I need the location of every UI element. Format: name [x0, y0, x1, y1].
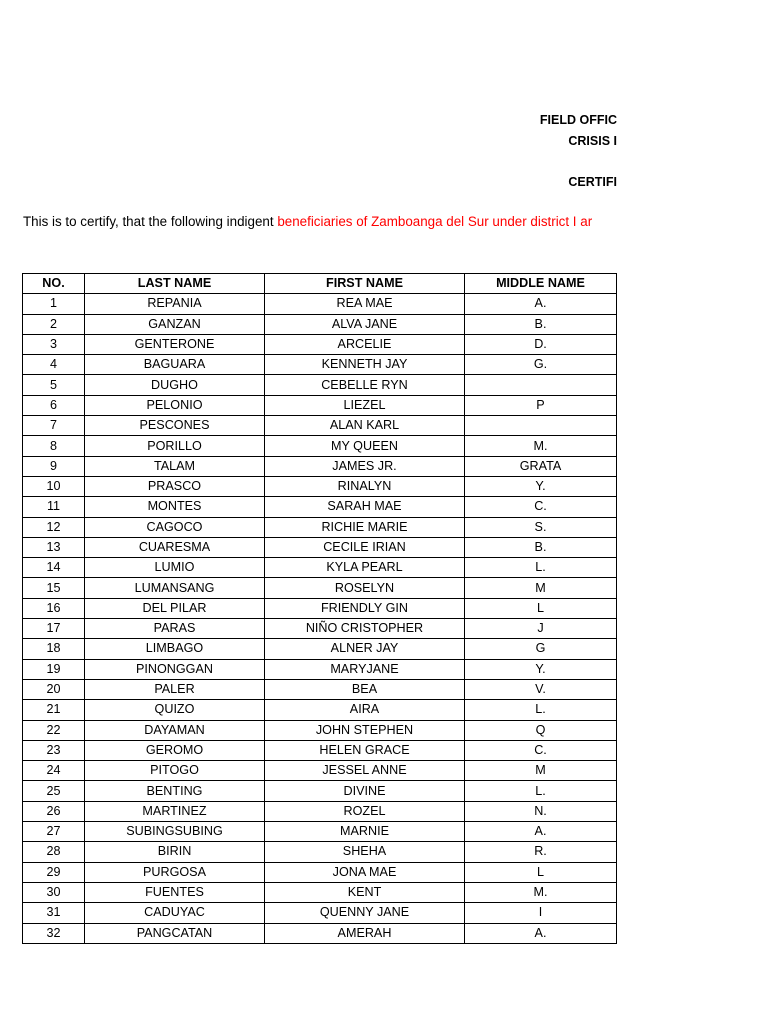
- cell-no: 32: [23, 923, 85, 943]
- cell-middle-name: M: [465, 578, 617, 598]
- cell-last-name: MONTES: [85, 497, 265, 517]
- cell-no: 28: [23, 842, 85, 862]
- cell-last-name: CADUYAC: [85, 903, 265, 923]
- table-row: [23, 355, 617, 375]
- table-row: [23, 882, 617, 902]
- cell-first-name: ALVA JANE: [265, 314, 465, 334]
- cell-no: 17: [23, 619, 85, 639]
- cell-last-name: SUBINGSUBING: [85, 822, 265, 842]
- table-row: [23, 842, 617, 862]
- cell-last-name: PURGOSA: [85, 862, 265, 882]
- cell-middle-name: V.: [465, 679, 617, 699]
- table-row: [23, 334, 617, 354]
- cell-no: 9: [23, 456, 85, 476]
- table-row: [23, 923, 617, 943]
- cell-middle-name: B.: [465, 537, 617, 557]
- cell-first-name: HELEN GRACE: [265, 740, 465, 760]
- table-row: [23, 314, 617, 334]
- cell-first-name: RINALYN: [265, 476, 465, 496]
- cell-last-name: MARTINEZ: [85, 801, 265, 821]
- cell-last-name: PRASCO: [85, 476, 265, 496]
- cell-first-name: REA MAE: [265, 294, 465, 314]
- cell-first-name: JOHN STEPHEN: [265, 720, 465, 740]
- cell-no: 16: [23, 598, 85, 618]
- cell-middle-name: R.: [465, 842, 617, 862]
- cell-middle-name: M.: [465, 436, 617, 456]
- cell-no: 2: [23, 314, 85, 334]
- cell-first-name: SARAH MAE: [265, 497, 465, 517]
- table-row: [23, 598, 617, 618]
- cell-first-name: QUENNY JANE: [265, 903, 465, 923]
- table-row: [23, 639, 617, 659]
- table-row: [23, 862, 617, 882]
- cell-no: 12: [23, 517, 85, 537]
- header-line-certification: CERTIFI: [568, 175, 617, 189]
- header-line-field-office: FIELD OFFIC: [539, 113, 617, 127]
- cell-first-name: JAMES JR.: [265, 456, 465, 476]
- cell-middle-name: P: [465, 395, 617, 415]
- table-row: [23, 781, 617, 801]
- cell-no: 3: [23, 334, 85, 354]
- beneficiaries-table: [22, 273, 617, 944]
- cell-first-name: CEBELLE RYN: [265, 375, 465, 395]
- cell-middle-name: L: [465, 598, 617, 618]
- cell-last-name: BAGUARA: [85, 355, 265, 375]
- cell-last-name: DEL PILAR: [85, 598, 265, 618]
- table-header-row: [23, 274, 617, 294]
- cell-last-name: CUARESMA: [85, 537, 265, 557]
- cell-middle-name: M.: [465, 882, 617, 902]
- cell-no: 23: [23, 740, 85, 760]
- cell-no: 4: [23, 355, 85, 375]
- cell-no: 1: [23, 294, 85, 314]
- column-header-first-name: FIRST NAME: [265, 274, 465, 294]
- cell-first-name: JESSEL ANNE: [265, 761, 465, 781]
- cell-last-name: GENTERONE: [85, 334, 265, 354]
- table-row: [23, 720, 617, 740]
- cell-no: 6: [23, 395, 85, 415]
- cell-middle-name: M: [465, 761, 617, 781]
- cell-no: 20: [23, 679, 85, 699]
- cell-first-name: ARCELIE: [265, 334, 465, 354]
- cell-no: 10: [23, 476, 85, 496]
- cell-last-name: DUGHO: [85, 375, 265, 395]
- cell-middle-name: G.: [465, 355, 617, 375]
- cell-middle-name: C.: [465, 740, 617, 760]
- cell-no: 25: [23, 781, 85, 801]
- cell-middle-name: N.: [465, 801, 617, 821]
- table-row: [23, 476, 617, 496]
- cell-middle-name: C.: [465, 497, 617, 517]
- table-row: [23, 395, 617, 415]
- cell-middle-name: [465, 375, 617, 395]
- table-row: [23, 578, 617, 598]
- cell-no: 5: [23, 375, 85, 395]
- cell-no: 29: [23, 862, 85, 882]
- cell-middle-name: GRATA: [465, 456, 617, 476]
- cell-middle-name: B.: [465, 314, 617, 334]
- column-header-no: NO.: [23, 274, 85, 294]
- table-row: [23, 679, 617, 699]
- cell-last-name: TALAM: [85, 456, 265, 476]
- cell-first-name: MARYJANE: [265, 659, 465, 679]
- cell-no: 26: [23, 801, 85, 821]
- cell-no: 7: [23, 416, 85, 436]
- cell-first-name: AIRA: [265, 700, 465, 720]
- table-row: [23, 659, 617, 679]
- cell-last-name: CAGOCO: [85, 517, 265, 537]
- cell-first-name: ROZEL: [265, 801, 465, 821]
- cell-last-name: GEROMO: [85, 740, 265, 760]
- cell-first-name: KENNETH JAY: [265, 355, 465, 375]
- cell-last-name: GANZAN: [85, 314, 265, 334]
- cell-first-name: KYLA PEARL: [265, 558, 465, 578]
- cell-no: 30: [23, 882, 85, 902]
- cell-no: 27: [23, 822, 85, 842]
- cell-last-name: PORILLO: [85, 436, 265, 456]
- cell-no: 13: [23, 537, 85, 557]
- table-row: [23, 619, 617, 639]
- cell-last-name: DAYAMAN: [85, 720, 265, 740]
- cell-first-name: MY QUEEN: [265, 436, 465, 456]
- cell-no: 15: [23, 578, 85, 598]
- cell-last-name: BENTING: [85, 781, 265, 801]
- cell-first-name: AMERAH: [265, 923, 465, 943]
- cell-first-name: ALAN KARL: [265, 416, 465, 436]
- table-row: [23, 517, 617, 537]
- cell-last-name: PANGCATAN: [85, 923, 265, 943]
- table-row: [23, 497, 617, 517]
- table-row: [23, 740, 617, 760]
- cell-first-name: KENT: [265, 882, 465, 902]
- table-row: [23, 436, 617, 456]
- cell-last-name: FUENTES: [85, 882, 265, 902]
- table-row: [23, 537, 617, 557]
- cell-middle-name: A.: [465, 294, 617, 314]
- table-row: [23, 375, 617, 395]
- cell-no: 24: [23, 761, 85, 781]
- cell-first-name: ALNER JAY: [265, 639, 465, 659]
- cell-no: 19: [23, 659, 85, 679]
- cell-middle-name: L: [465, 862, 617, 882]
- cell-no: 31: [23, 903, 85, 923]
- cell-no: 8: [23, 436, 85, 456]
- cell-no: 22: [23, 720, 85, 740]
- cell-middle-name: A.: [465, 822, 617, 842]
- cell-first-name: SHEHA: [265, 842, 465, 862]
- cell-last-name: REPANIA: [85, 294, 265, 314]
- cell-no: 14: [23, 558, 85, 578]
- cell-no: 11: [23, 497, 85, 517]
- column-header-middle-name: MIDDLE NAME: [465, 274, 617, 294]
- table-row: [23, 903, 617, 923]
- cell-first-name: MARNIE: [265, 822, 465, 842]
- cell-first-name: RICHIE MARIE: [265, 517, 465, 537]
- cell-middle-name: A.: [465, 923, 617, 943]
- column-header-last-name: LAST NAME: [85, 274, 265, 294]
- table-row: [23, 456, 617, 476]
- table-row: [23, 416, 617, 436]
- cell-middle-name: Y.: [465, 659, 617, 679]
- cell-first-name: BEA: [265, 679, 465, 699]
- certification-statement: [23, 214, 617, 230]
- cell-middle-name: [465, 416, 617, 436]
- table-row: [23, 294, 617, 314]
- cell-last-name: PITOGO: [85, 761, 265, 781]
- cell-last-name: PINONGGAN: [85, 659, 265, 679]
- cell-last-name: PESCONES: [85, 416, 265, 436]
- cell-last-name: LIMBAGO: [85, 639, 265, 659]
- cell-middle-name: L.: [465, 781, 617, 801]
- cell-first-name: FRIENDLY GIN: [265, 598, 465, 618]
- table-row: [23, 822, 617, 842]
- cell-middle-name: I: [465, 903, 617, 923]
- cell-first-name: ROSELYN: [265, 578, 465, 598]
- cell-middle-name: L.: [465, 700, 617, 720]
- cell-first-name: JONA MAE: [265, 862, 465, 882]
- cell-middle-name: L.: [465, 558, 617, 578]
- cell-first-name: CECILE IRIAN: [265, 537, 465, 557]
- cell-first-name: DIVINE: [265, 781, 465, 801]
- cell-middle-name: D.: [465, 334, 617, 354]
- statement-text: This is to certify, that the following indigent: [23, 214, 278, 229]
- cell-middle-name: G: [465, 639, 617, 659]
- cell-last-name: BIRIN: [85, 842, 265, 862]
- cell-middle-name: J: [465, 619, 617, 639]
- table-row: [23, 801, 617, 821]
- cell-last-name: PARAS: [85, 619, 265, 639]
- table-row: [23, 700, 617, 720]
- cell-last-name: PALER: [85, 679, 265, 699]
- cell-first-name: LIEZEL: [265, 395, 465, 415]
- table-row: [23, 761, 617, 781]
- header-line-crisis: CRISIS I: [568, 134, 617, 148]
- cell-last-name: QUIZO: [85, 700, 265, 720]
- cell-last-name: LUMIO: [85, 558, 265, 578]
- cell-last-name: LUMANSANG: [85, 578, 265, 598]
- cell-middle-name: Q: [465, 720, 617, 740]
- cell-middle-name: Y.: [465, 476, 617, 496]
- cell-no: 18: [23, 639, 85, 659]
- statement-highlight: beneficiaries of Zamboanga del Sur under district I ar: [277, 214, 593, 229]
- table-body: [23, 294, 617, 944]
- cell-first-name: NIÑO CRISTOPHER: [265, 619, 465, 639]
- table-row: [23, 558, 617, 578]
- cell-middle-name: S.: [465, 517, 617, 537]
- cell-last-name: PELONIO: [85, 395, 265, 415]
- cell-no: 21: [23, 700, 85, 720]
